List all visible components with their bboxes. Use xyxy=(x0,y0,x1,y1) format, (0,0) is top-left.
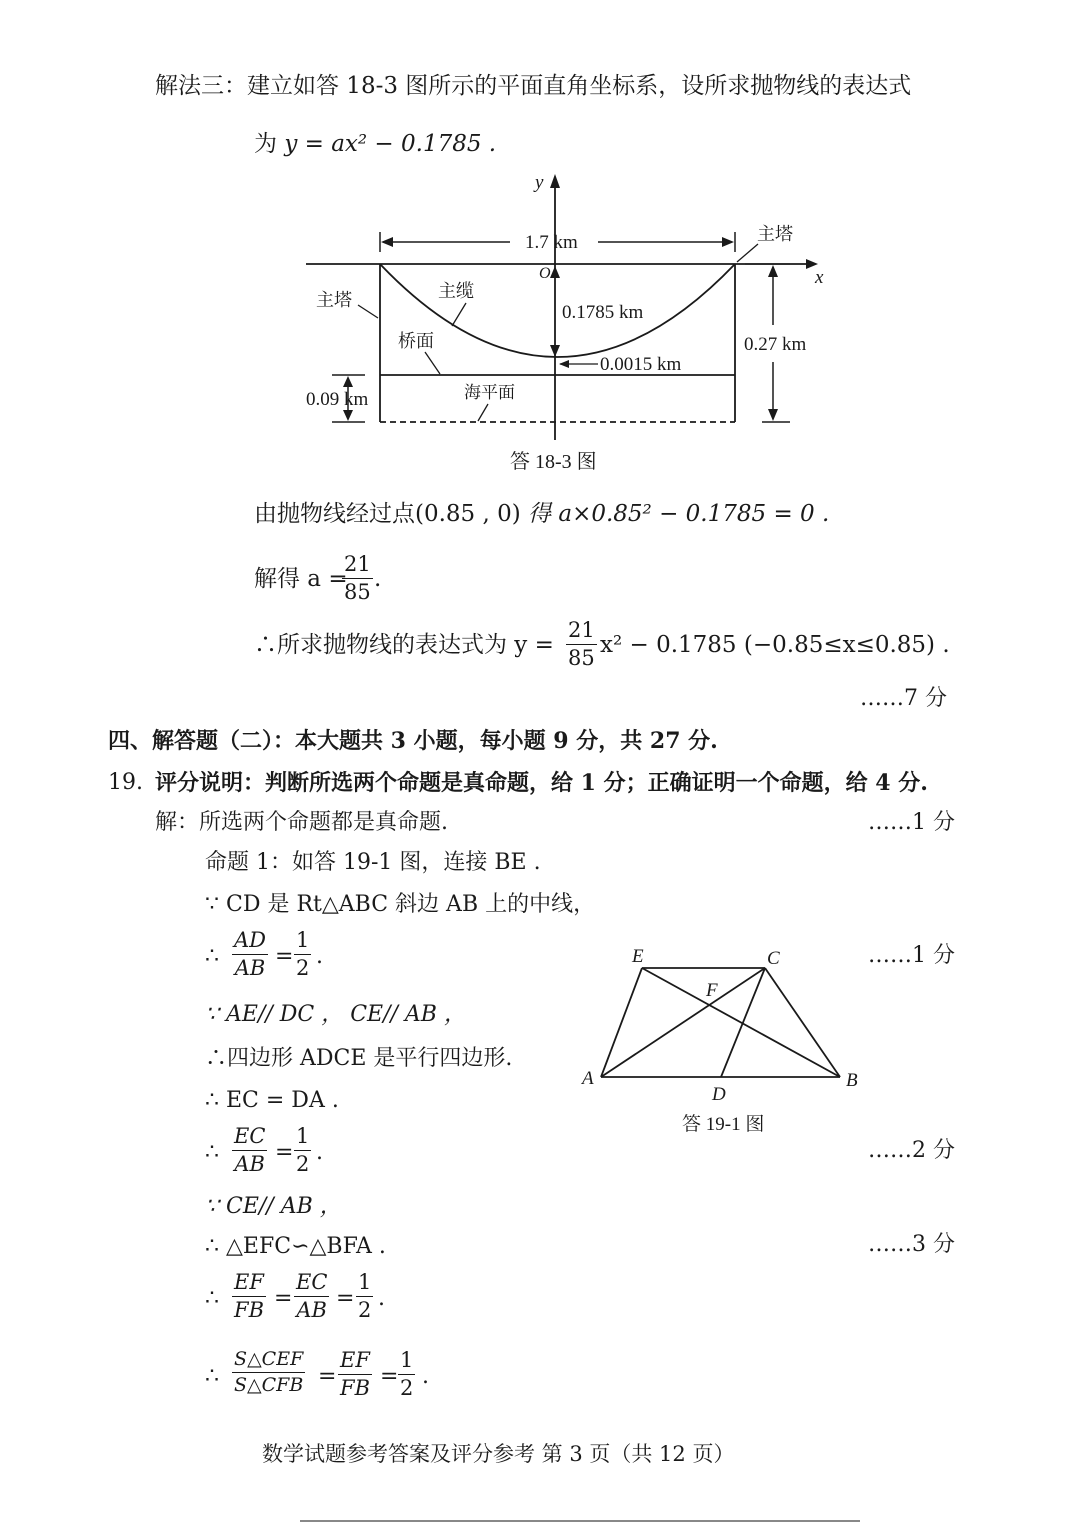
fraction-half-3-numerator: 1 xyxy=(358,1270,372,1294)
fraction-ec-ab-2-bar xyxy=(294,1296,329,1297)
point-e-label: E xyxy=(632,946,644,967)
figure-19-1 xyxy=(0,930,1080,1150)
q19-step2-score: ……1 分 xyxy=(868,943,955,968)
fraction-half-3 xyxy=(356,1272,373,1321)
fraction-half-1-denominator: 2 xyxy=(296,956,310,980)
fraction-half-3-bar xyxy=(356,1296,373,1297)
fraction-area xyxy=(232,1350,305,1395)
solution18-line1-prefix: 由抛物线经过点 xyxy=(254,501,415,527)
fraction-ec-ab-2 xyxy=(294,1272,329,1321)
solution18-line3-prefix: ∴所求抛物线的表达式为 y = xyxy=(254,632,554,658)
q19-step10-period: . xyxy=(422,1364,429,1389)
tower-right-label: 主塔 xyxy=(757,224,793,244)
fraction-ef-fb xyxy=(232,1272,266,1321)
solution18-line2-period: . xyxy=(374,566,382,592)
q19-step9-therefore: ∴ xyxy=(205,1286,219,1311)
fraction-ef-fb-bar xyxy=(232,1296,266,1297)
q19-number: 19. xyxy=(108,770,143,795)
solution18-line3-suffix: x² − 0.1785 (−0.85≤x≤0.85) . xyxy=(600,632,950,658)
solution18-score: ……7 分 xyxy=(860,686,947,711)
deck-label: 桥面 xyxy=(398,331,434,351)
section4-title: 四、解答题（二）：本大题共 3 小题，每小题 9 分，共 27 分. xyxy=(108,728,718,754)
fraction-half-2-numerator: 1 xyxy=(296,1124,310,1148)
fraction-ec-ab-bar xyxy=(232,1150,267,1151)
solution18-equation: 得 a×0.85² − 0.1785 = 0 . xyxy=(528,501,830,527)
segment-ae xyxy=(601,968,642,1077)
fraction-a-final-denominator: 85 xyxy=(568,646,595,670)
span-arrow-left xyxy=(381,237,393,247)
gap-label: 0.0015 km xyxy=(600,354,682,375)
figure-18-3 xyxy=(0,160,1080,640)
fraction-ec-ab-2-numerator: EC xyxy=(296,1270,328,1294)
q19-step1: ∵ CD 是 Rt△ABC 斜边 AB 上的中线， xyxy=(205,892,596,917)
q19-step10-eq2: = xyxy=(380,1364,399,1389)
deck-leader xyxy=(425,352,440,374)
fraction-ef-fb-denominator: FB xyxy=(234,1298,265,1322)
q19-step6-period: . xyxy=(316,1140,323,1165)
fraction-a-final xyxy=(566,620,597,669)
y-axis-label: y xyxy=(535,172,544,193)
q19-step9-period: . xyxy=(378,1286,385,1311)
method3-expression xyxy=(254,133,496,156)
q19-step3: ∵ AE// DC ， CE// AB ， xyxy=(205,1002,466,1027)
fraction-area-bar xyxy=(232,1372,305,1373)
fraction-half-4-numerator: 1 xyxy=(400,1348,414,1372)
bottom-rule xyxy=(300,1520,860,1522)
fraction-half-4 xyxy=(398,1350,415,1399)
fraction-ad-ab-denominator: AB xyxy=(234,956,266,980)
fraction-ef-fb-numerator: EF xyxy=(234,1270,264,1294)
segment-cd xyxy=(721,968,765,1077)
tower-left-leader xyxy=(358,305,378,318)
point-c-label: C xyxy=(767,948,780,969)
tower-left-label: 主塔 xyxy=(316,290,352,310)
q19-step6-therefore: ∴ xyxy=(205,1140,219,1165)
fraction-a-final-numerator: 21 xyxy=(568,618,595,642)
sag-arrow-top xyxy=(550,266,560,278)
fraction-area-denominator: S△CFB xyxy=(234,1374,304,1396)
method3-expr: y = ax² − 0.1785 . xyxy=(284,131,497,157)
figure18-caption: 答 18-3 图 xyxy=(510,451,597,473)
sag-arrow-bottom xyxy=(550,345,560,357)
q19-step10-therefore: ∴ xyxy=(205,1364,219,1389)
q19-step10-eq1: = xyxy=(318,1364,337,1389)
fraction-half-2-bar xyxy=(294,1150,311,1151)
q19-step2-period: . xyxy=(316,944,323,969)
q19-answer: 解：所选两个命题都是真命题. xyxy=(155,810,448,835)
cable-label: 主缆 xyxy=(438,281,474,301)
fraction-area-numerator: S△CEF xyxy=(234,1348,304,1370)
fraction-ef-fb-2-bar xyxy=(338,1374,372,1375)
point-f-label: F xyxy=(706,980,718,1001)
fraction-half-4-denominator: 2 xyxy=(400,1376,414,1400)
point-d-label: D xyxy=(712,1084,726,1105)
fraction-ad-ab-numerator: AD xyxy=(234,928,267,952)
q19-step6-eq: = xyxy=(275,1140,294,1165)
fraction-a-bar xyxy=(342,578,373,579)
height-arrow-top xyxy=(768,265,778,277)
sea-leader xyxy=(478,404,488,421)
x-axis-label: x xyxy=(815,267,824,288)
fraction-half-1-numerator: 1 xyxy=(296,928,310,952)
q19-step8-score: ……3 分 xyxy=(868,1232,955,1257)
q19-answer-score: ……1 分 xyxy=(868,810,955,835)
sag-label: 0.1785 km xyxy=(562,302,644,323)
deck-arrow-bottom xyxy=(343,410,353,421)
deck-arrow-top xyxy=(343,376,353,387)
fraction-half-2-denominator: 2 xyxy=(296,1152,310,1176)
sea-label: 海平面 xyxy=(464,383,515,402)
q19-step7: ∵ CE// AB ， xyxy=(205,1194,342,1219)
fraction-a-numerator: 21 xyxy=(344,552,371,576)
solution18-line1 xyxy=(254,503,829,526)
q19-step4: ∴四边形 ADCE 是平行四边形. xyxy=(205,1046,513,1071)
page-footer: 数学试题参考答案及评分参考 第 3 页（共 12 页） xyxy=(262,1442,735,1466)
origin-label: O xyxy=(539,265,551,282)
height-arrow-bottom xyxy=(768,409,778,421)
q19-step5: ∴ EC = DA . xyxy=(205,1088,339,1113)
solution18-line2-prefix: 解得 a = xyxy=(254,566,348,592)
height-label: 0.27 km xyxy=(744,334,807,355)
tower-right-leader xyxy=(737,244,758,262)
fraction-ec-ab-numerator: EC xyxy=(234,1124,266,1148)
cable-leader xyxy=(452,303,466,326)
q19-step9-eq1: = xyxy=(274,1286,293,1311)
fraction-ef-fb-2 xyxy=(338,1350,372,1399)
method3-expr-prefix: 为 xyxy=(254,131,285,157)
fraction-a-denominator: 85 xyxy=(344,580,371,604)
point-b-label: B xyxy=(846,1070,858,1091)
q19-step9-eq2: = xyxy=(336,1286,355,1311)
fraction-a-final-bar xyxy=(566,644,597,645)
fraction-ef-fb-2-denominator: FB xyxy=(340,1376,371,1400)
fraction-a xyxy=(342,554,373,603)
method3-intro: 解法三：建立如答 18-3 图所示的平面直角坐标系，设所求抛物线的表达式 xyxy=(155,73,912,99)
q19-rubric: 评分说明：判断所选两个命题是真命题，给 1 分；正确证明一个命题，给 4 分. xyxy=(155,770,928,796)
figure19-caption: 答 19-1 图 xyxy=(682,1114,765,1135)
gap-arrow xyxy=(559,360,569,368)
point-a-label: A xyxy=(582,1068,594,1089)
deck-height-label: 0.09 km xyxy=(306,389,369,410)
q19-step8: ∴ △EFC∽△BFA . xyxy=(205,1234,386,1259)
y-axis-arrow xyxy=(550,174,560,188)
q19-prop1: 命题 1：如答 19-1 图，连接 BE . xyxy=(205,850,541,875)
q19-step6-score: ……2 分 xyxy=(868,1138,955,1163)
fraction-ec-ab-denominator: AB xyxy=(234,1152,265,1176)
fraction-ec-ab-2-denominator: AB xyxy=(296,1298,327,1322)
fraction-half-4-bar xyxy=(398,1374,415,1375)
q19-step2-eq: = xyxy=(275,944,294,969)
span-arrow-right xyxy=(722,237,734,247)
q19-step2-therefore: ∴ xyxy=(205,944,219,969)
fraction-half-3-denominator: 2 xyxy=(358,1298,372,1322)
segment-cb xyxy=(765,968,840,1077)
span-label: 1.7 km xyxy=(525,232,578,253)
fraction-ef-fb-2-numerator: EF xyxy=(340,1348,370,1372)
solution18-point: (0.85 , 0) xyxy=(415,501,521,527)
